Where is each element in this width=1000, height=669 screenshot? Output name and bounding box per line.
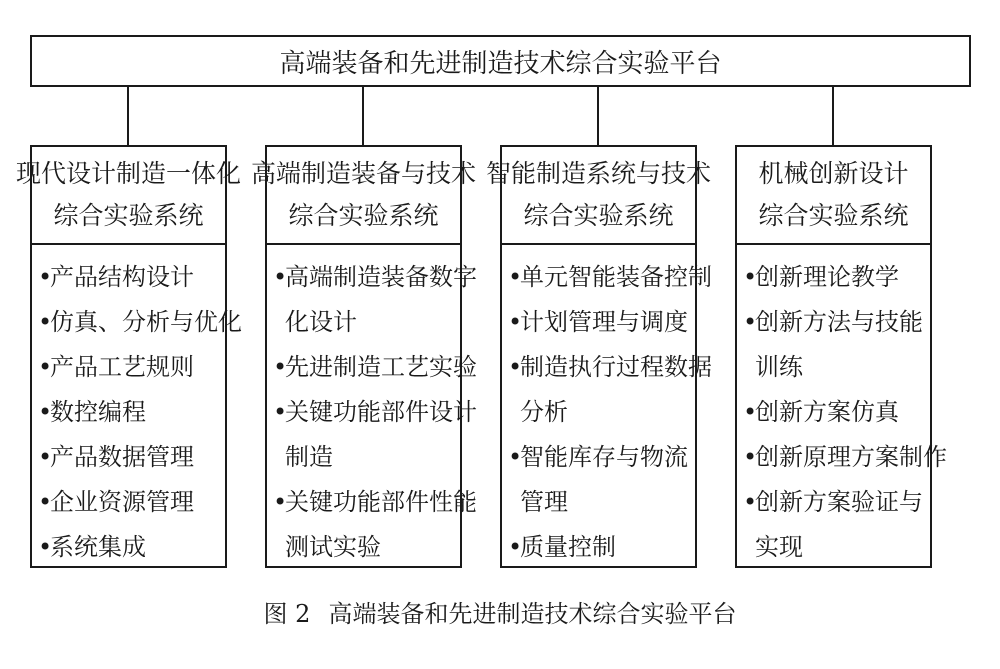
subsystem-box-2 [251, 145, 477, 568]
list-item [743, 435, 947, 480]
list-item-line: 创新理论教学 [755, 263, 899, 291]
subsystem-title-line: 高端制造装备与技术 [251, 159, 477, 188]
list-item [38, 255, 221, 300]
list-item-text [50, 525, 146, 570]
subsystem-item-list [32, 245, 242, 570]
subsystem-title-line: 综合实验系统 [53, 201, 204, 230]
list-item-line: 创新方案验证与 [755, 488, 923, 516]
list-item-line: 化设计 [285, 308, 357, 336]
list-item [743, 300, 926, 390]
figure-caption [0, 594, 1000, 629]
list-item-text [755, 300, 923, 390]
subsystem-item-list [737, 245, 947, 570]
bullet-icon: • [273, 398, 288, 426]
list-item-text [50, 255, 194, 300]
list-item [38, 435, 221, 480]
bullet-icon: • [38, 308, 53, 336]
subsystem-title-line: 智能制造系统与技术 [486, 159, 712, 188]
list-item-line: 先进制造工艺实验 [285, 353, 477, 381]
list-item-line: 训练 [755, 353, 803, 381]
list-item-text [50, 480, 194, 525]
bullet-icon: • [743, 443, 758, 471]
list-item [38, 345, 221, 390]
list-item-text [520, 525, 616, 570]
subsystem-item-list [267, 245, 477, 570]
bullet-icon: • [508, 443, 523, 471]
list-item [743, 480, 926, 570]
list-item-text [285, 255, 477, 345]
list-item-line: 创新方法与技能 [755, 308, 923, 336]
bullet-icon: • [38, 443, 53, 471]
list-item [508, 345, 712, 435]
list-item [273, 480, 477, 570]
connector-line-1 [127, 87, 129, 145]
list-item-line: 创新原理方案制作 [755, 443, 947, 471]
bullet-icon: • [38, 263, 53, 291]
platform-title: 高端装备和先进制造技术综合实验平台 [279, 48, 722, 79]
bullet-icon: • [38, 488, 53, 516]
list-item-line: 质量控制 [520, 533, 616, 561]
bullet-icon: • [743, 488, 758, 516]
list-item [508, 435, 691, 525]
figure-caption-text: 高端装备和先进制造技术综合实验平台 [328, 600, 737, 628]
list-item-text [50, 300, 242, 345]
subsystem-title-line: 综合实验系统 [758, 201, 909, 230]
list-item-line: 企业资源管理 [50, 488, 194, 516]
list-item-line: 智能库存与物流 [520, 443, 688, 471]
bullet-icon: • [508, 533, 523, 561]
list-item-line: 关键功能部件设计 [285, 398, 477, 426]
list-item-line: 创新方案仿真 [755, 398, 899, 426]
list-item [38, 480, 221, 525]
list-item-line: 系统集成 [50, 533, 146, 561]
list-item [38, 390, 221, 435]
list-item-text [755, 435, 947, 480]
list-item-line: 关键功能部件性能 [285, 488, 477, 516]
list-item-text [755, 390, 899, 435]
subsystem-title-line: 综合实验系统 [523, 201, 674, 230]
subsystem-title [16, 147, 242, 245]
bullet-icon: • [508, 308, 523, 336]
bullet-icon: • [38, 398, 53, 426]
list-item [508, 255, 712, 300]
bullet-icon: • [273, 353, 288, 381]
list-item-line: 产品数据管理 [50, 443, 194, 471]
subsystem-title [251, 147, 477, 245]
list-item [508, 525, 691, 570]
list-item [38, 300, 242, 345]
subsystem-title-line: 机械创新设计 [758, 159, 909, 188]
list-item-line: 分析 [520, 398, 568, 426]
subsystem-title [737, 147, 930, 245]
bullet-icon: • [508, 263, 523, 291]
subsystem-item-list [502, 245, 712, 570]
subsystem-box-4 [735, 145, 947, 568]
list-item-text [285, 480, 477, 570]
connector-line-2 [362, 87, 364, 145]
subsystem-box-3 [486, 145, 712, 568]
list-item-text [520, 345, 712, 435]
list-item-text [520, 255, 712, 300]
connector-line-3 [597, 87, 599, 145]
platform-title-box [30, 35, 971, 87]
bullet-icon: • [38, 353, 53, 381]
list-item [743, 390, 926, 435]
subsystem-box-1 [16, 145, 242, 568]
list-item-text [285, 390, 477, 480]
bullet-icon: • [743, 263, 758, 291]
list-item-line: 制造执行过程数据 [520, 353, 712, 381]
list-item-line: 产品工艺规则 [50, 353, 194, 381]
list-item [273, 390, 477, 480]
bullet-icon: • [508, 353, 523, 381]
list-item [273, 255, 477, 345]
list-item-line: 高端制造装备数字 [285, 263, 477, 291]
list-item-line: 产品结构设计 [50, 263, 194, 291]
list-item-line: 管理 [520, 488, 568, 516]
list-item [508, 300, 691, 345]
list-item-text [755, 480, 923, 570]
connector-line-4 [832, 87, 834, 145]
bullet-icon: • [743, 398, 758, 426]
list-item-text [50, 390, 146, 435]
list-item-line: 实现 [755, 533, 803, 561]
list-item [743, 255, 926, 300]
list-item-line: 仿真、分析与优化 [50, 308, 242, 336]
list-item-text [755, 255, 899, 300]
subsystem-title [486, 147, 712, 245]
bullet-icon: • [38, 533, 53, 561]
list-item-text [50, 345, 194, 390]
list-item-line: 制造 [285, 443, 333, 471]
list-item-line: 单元智能装备控制 [520, 263, 712, 291]
list-item [273, 345, 477, 390]
bullet-icon: • [273, 263, 288, 291]
list-item-text [285, 345, 477, 390]
bullet-icon: • [273, 488, 288, 516]
list-item-line: 测试实验 [285, 533, 381, 561]
subsystem-title-line: 现代设计制造一体化 [16, 159, 242, 188]
list-item-line: 数控编程 [50, 398, 146, 426]
subsystem-title-line: 综合实验系统 [288, 201, 439, 230]
list-item-text [50, 435, 194, 480]
figure-label: 图 2 [263, 600, 311, 628]
list-item-line: 计划管理与调度 [520, 308, 688, 336]
list-item-text [520, 435, 688, 525]
bullet-icon: • [743, 308, 758, 336]
list-item-text [520, 300, 688, 345]
list-item [38, 525, 221, 570]
